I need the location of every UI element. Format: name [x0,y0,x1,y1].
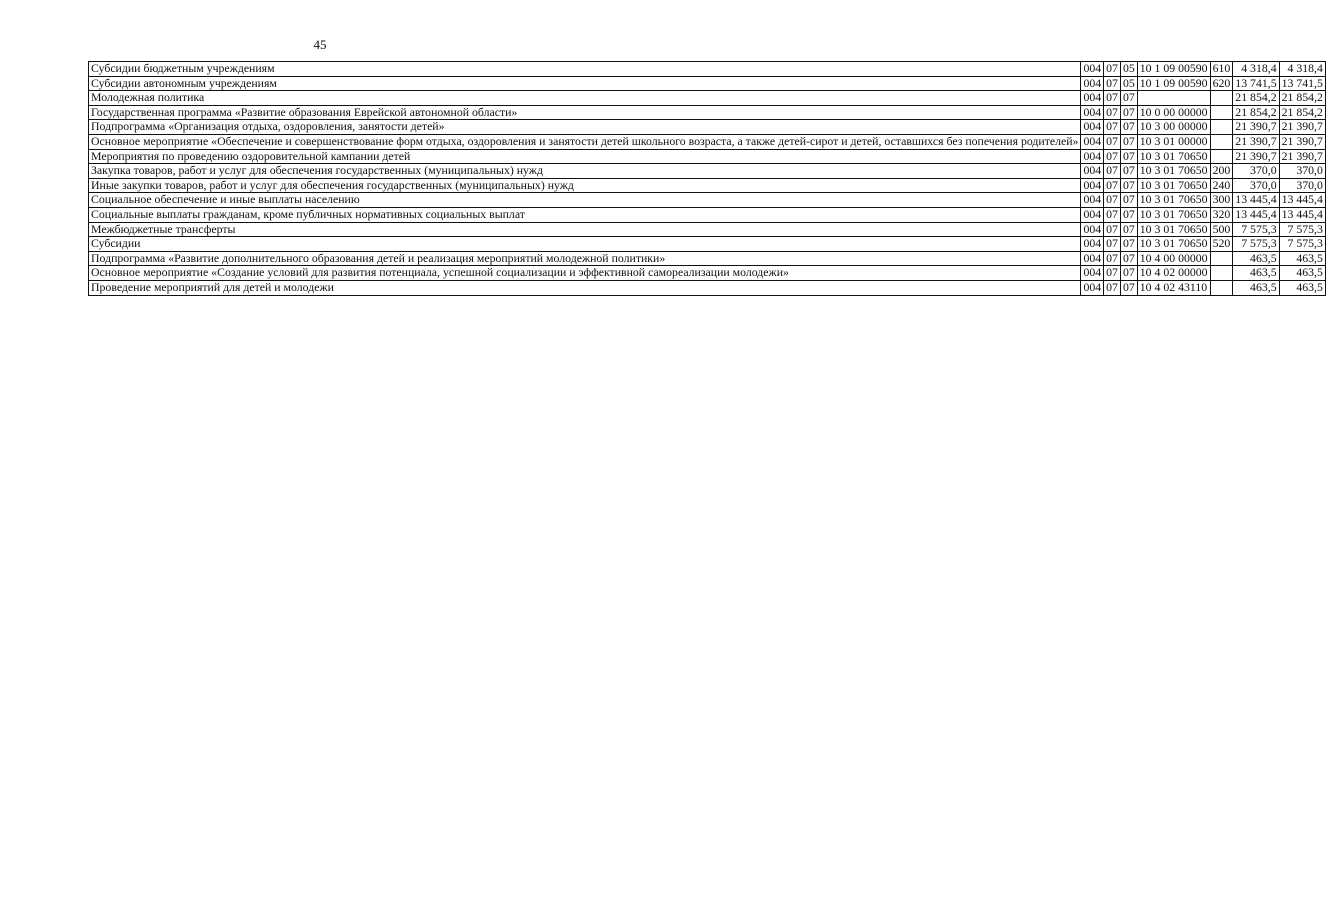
subsection-code: 07 [1120,178,1137,193]
table-row [89,222,1326,237]
amount-plan: 370,0 [1233,164,1279,179]
section-code: 07 [1104,280,1121,295]
subsection-code: 07 [1120,91,1137,106]
admin-code: 004 [1081,237,1104,252]
item-name: Социальные выплаты гражданам, кроме публичных нормативных социальных выплат [89,207,1081,222]
item-name: Межбюджетные трансферты [89,222,1081,237]
subsection-code: 07 [1120,222,1137,237]
table-row [89,237,1326,252]
target-article-code: 10 1 09 00590 [1137,76,1210,91]
section-code: 07 [1104,105,1121,120]
subsection-code: 07 [1120,164,1137,179]
amount-plan: 370,0 [1233,178,1279,193]
amount-total: 21 854,2 [1279,91,1325,106]
admin-code: 004 [1081,280,1104,295]
amount-total: 7 575,3 [1279,237,1325,252]
amount-plan: 13 445,4 [1233,207,1279,222]
page-number: 45 [313,37,327,52]
target-article-code: 10 4 02 00000 [1137,266,1210,281]
amount-total: 13 445,4 [1279,207,1325,222]
target-article-code: 10 4 02 43110 [1137,280,1210,295]
table-row [89,266,1326,281]
subsection-code: 07 [1120,193,1137,208]
amount-total: 463,5 [1279,266,1325,281]
expense-type-code: 500 [1210,222,1233,237]
item-name: Подпрограмма «Организация отдыха, оздоровления, занятости детей» [89,120,1081,135]
subsection-code: 07 [1120,105,1137,120]
table-row [89,164,1326,179]
expense-type-code: 320 [1210,207,1233,222]
admin-code: 004 [1081,207,1104,222]
subsection-code: 07 [1120,207,1137,222]
expense-type-code [1210,105,1233,120]
table-row [89,178,1326,193]
amount-plan: 21 854,2 [1233,91,1279,106]
amount-plan: 13 741,5 [1233,76,1279,91]
amount-total: 21 854,2 [1279,105,1325,120]
expense-type-code [1210,149,1233,164]
expense-type-code: 610 [1210,62,1233,77]
amount-plan: 21 390,7 [1233,134,1279,149]
item-name: Основное мероприятие «Обеспечение и совершенствование форм отдыха, оздоровления и занятости детей школьного возраста, а также детей-сирот и детей, оставшихся без попечения родителей» [89,134,1081,149]
subsection-code: 07 [1120,266,1137,281]
amount-total: 21 390,7 [1279,149,1325,164]
target-article-code: 10 3 01 70650 [1137,222,1210,237]
item-name: Субсидии [89,237,1081,252]
admin-code: 004 [1081,91,1104,106]
expense-type-code [1210,280,1233,295]
amount-plan: 13 445,4 [1233,193,1279,208]
amount-plan: 21 390,7 [1233,120,1279,135]
item-name: Мероприятия по проведению оздоровительной кампании детей [89,149,1081,164]
admin-code: 004 [1081,76,1104,91]
table-row [89,134,1326,149]
amount-total: 370,0 [1279,164,1325,179]
target-article-code: 10 1 09 00590 [1137,62,1210,77]
expense-type-code: 200 [1210,164,1233,179]
target-article-code: 10 0 00 00000 [1137,105,1210,120]
item-name: Молодежная политика [89,91,1081,106]
amount-total: 463,5 [1279,251,1325,266]
section-code: 07 [1104,207,1121,222]
amount-plan: 4 318,4 [1233,62,1279,77]
subsection-code: 07 [1120,251,1137,266]
item-name: Субсидии автономным учреждениям [89,76,1081,91]
target-article-code: 10 4 00 00000 [1137,251,1210,266]
table-row [89,280,1326,295]
target-article-code [1137,91,1210,106]
admin-code: 004 [1081,222,1104,237]
admin-code: 004 [1081,62,1104,77]
admin-code: 004 [1081,134,1104,149]
amount-total: 370,0 [1279,178,1325,193]
section-code: 07 [1104,76,1121,91]
amount-total: 21 390,7 [1279,134,1325,149]
expense-type-code: 520 [1210,237,1233,252]
item-name: Проведение мероприятий для детей и молодежи [89,280,1081,295]
subsection-code: 07 [1120,134,1137,149]
admin-code: 004 [1081,120,1104,135]
admin-code: 004 [1081,251,1104,266]
expense-type-code [1210,120,1233,135]
expense-type-code [1210,266,1233,281]
table-row [89,91,1326,106]
subsection-code: 05 [1120,62,1137,77]
admin-code: 004 [1081,149,1104,164]
admin-code: 004 [1081,266,1104,281]
admin-code: 004 [1081,178,1104,193]
budget-table [88,61,1326,296]
section-code: 07 [1104,149,1121,164]
subsection-code: 07 [1120,280,1137,295]
expense-type-code [1210,134,1233,149]
table-row [89,76,1326,91]
table-row [89,105,1326,120]
table-row [89,207,1326,222]
item-name: Социальное обеспечение и иные выплаты населению [89,193,1081,208]
subsection-code: 07 [1120,237,1137,252]
table-row [89,149,1326,164]
section-code: 07 [1104,266,1121,281]
table-row [89,251,1326,266]
target-article-code: 10 3 00 00000 [1137,120,1210,135]
section-code: 07 [1104,222,1121,237]
subsection-code: 07 [1120,149,1137,164]
target-article-code: 10 3 01 70650 [1137,164,1210,179]
expense-type-code: 240 [1210,178,1233,193]
expense-type-code: 620 [1210,76,1233,91]
item-name: Субсидии бюджетным учреждениям [89,62,1081,77]
expense-type-code [1210,251,1233,266]
table-row [89,120,1326,135]
item-name: Закупка товаров, работ и услуг для обеспечения государственных (муниципальных) нужд [89,164,1081,179]
expense-type-code [1210,91,1233,106]
section-code: 07 [1104,193,1121,208]
amount-plan: 21 390,7 [1233,149,1279,164]
amount-plan: 463,5 [1233,280,1279,295]
item-name: Государственная программа «Развитие образования Еврейской автономной области» [89,105,1081,120]
target-article-code: 10 3 01 70650 [1137,237,1210,252]
admin-code: 004 [1081,193,1104,208]
amount-plan: 21 854,2 [1233,105,1279,120]
section-code: 07 [1104,164,1121,179]
amount-total: 7 575,3 [1279,222,1325,237]
target-article-code: 10 3 01 70650 [1137,149,1210,164]
amount-plan: 463,5 [1233,266,1279,281]
item-name: Иные закупки товаров, работ и услуг для обеспечения государственных (муниципальных) нужд [89,178,1081,193]
target-article-code: 10 3 01 70650 [1137,178,1210,193]
subsection-code: 07 [1120,120,1137,135]
table-row [89,62,1326,77]
amount-plan: 7 575,3 [1233,237,1279,252]
target-article-code: 10 3 01 70650 [1137,207,1210,222]
expense-type-code: 300 [1210,193,1233,208]
admin-code: 004 [1081,164,1104,179]
target-article-code: 10 3 01 00000 [1137,134,1210,149]
item-name: Основное мероприятие «Создание условий для развития потенциала, успешной социализации и эффективной самореализации молодежи» [89,266,1081,281]
amount-total: 4 318,4 [1279,62,1325,77]
section-code: 07 [1104,251,1121,266]
amount-plan: 7 575,3 [1233,222,1279,237]
section-code: 07 [1104,237,1121,252]
section-code: 07 [1104,62,1121,77]
amount-total: 21 390,7 [1279,120,1325,135]
section-code: 07 [1104,120,1121,135]
admin-code: 004 [1081,105,1104,120]
amount-total: 463,5 [1279,280,1325,295]
target-article-code: 10 3 01 70650 [1137,193,1210,208]
section-code: 07 [1104,91,1121,106]
table-row [89,193,1326,208]
amount-total: 13 741,5 [1279,76,1325,91]
subsection-code: 05 [1120,76,1137,91]
section-code: 07 [1104,134,1121,149]
item-name: Подпрограмма «Развитие дополнительного образования детей и реализация мероприятий молодежной политики» [89,251,1081,266]
amount-plan: 463,5 [1233,251,1279,266]
section-code: 07 [1104,178,1121,193]
amount-total: 13 445,4 [1279,193,1325,208]
